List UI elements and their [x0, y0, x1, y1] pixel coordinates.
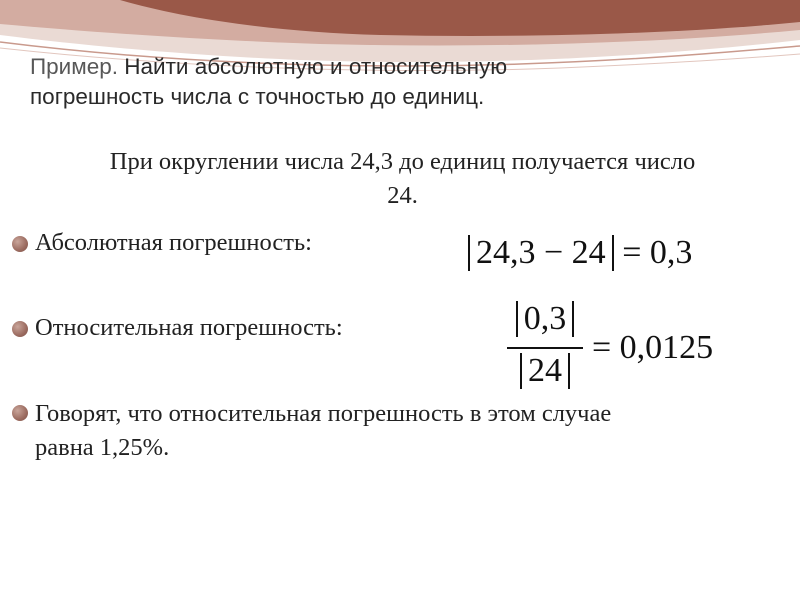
- absolute-error-formula: [468, 234, 692, 272]
- title-lead: Пример.: [30, 54, 119, 79]
- slide-title: [30, 52, 730, 112]
- title-line-2: погрешность числа с точностью до единиц.: [30, 84, 485, 109]
- relative-error-result: = 0,0125: [592, 329, 714, 366]
- fraction-denominator: 24: [505, 352, 585, 390]
- intro-text: [30, 145, 775, 213]
- bullet-conclusion: [35, 397, 611, 465]
- title-rest: Найти абсолютную и относительную: [118, 54, 508, 79]
- intro-line-2: 24.: [387, 182, 418, 209]
- fraction-numerator: 0,3: [505, 300, 585, 338]
- title-line-1: [30, 52, 730, 82]
- absolute-error-result: = 0,3: [622, 234, 693, 271]
- conclusion-line-2: равна 1,25%.: [35, 434, 170, 461]
- bullet-icon: [12, 405, 28, 421]
- bullet-icon: [12, 236, 28, 252]
- abs-value-expression: 24,3 − 24: [468, 235, 614, 271]
- bullet-absolute-error: Абсолютная погрешность:: [35, 229, 312, 256]
- conclusion-line-1: Говорят, что относительная погрешность в этом случае: [35, 400, 612, 427]
- bullet-icon: [12, 321, 28, 337]
- intro-line-1: При округлении числа 24,3 до единиц получается число: [109, 148, 696, 175]
- bullet-relative-error: Относительная погрешность:: [35, 314, 343, 341]
- fraction-bar: [507, 347, 583, 349]
